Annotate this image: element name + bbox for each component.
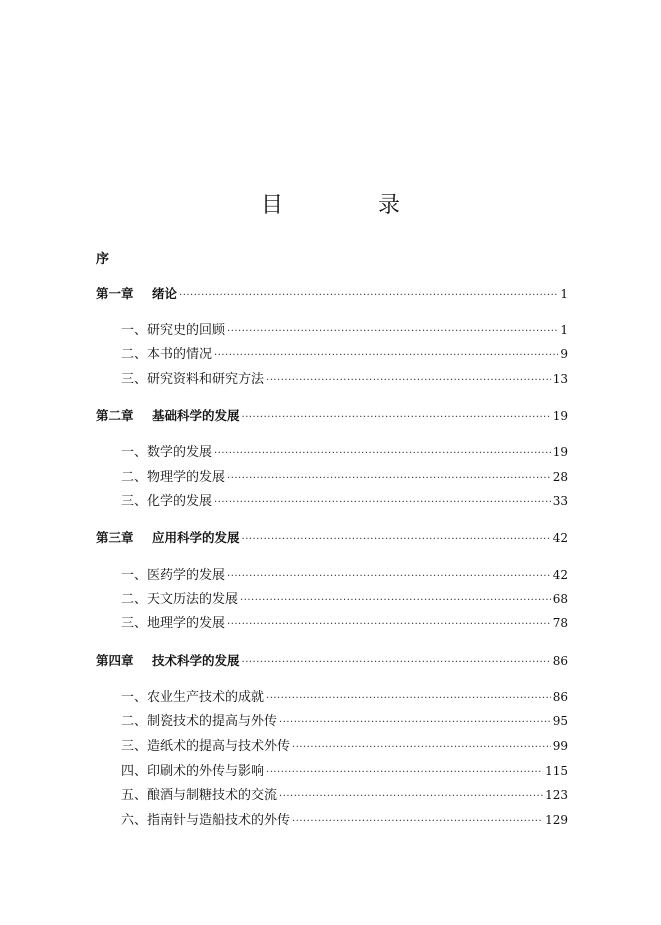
page-number: 13 <box>552 372 568 386</box>
dot-leader <box>240 592 551 610</box>
section-title: 六、指南针与造船技术的外传 <box>121 813 291 828</box>
toc-section[interactable] <box>121 370 568 388</box>
page-number: 115 <box>545 764 568 778</box>
section-title: 三、造纸术的提高与技术外传 <box>121 739 291 754</box>
chapter-title: 绪论 <box>152 286 178 301</box>
dot-leader <box>214 445 551 463</box>
dot-leader <box>179 287 558 305</box>
dot-leader <box>279 714 551 732</box>
dot-leader <box>242 409 551 427</box>
section-title: 五、酿酒与制糖技术的交流 <box>121 788 278 803</box>
page-number: 99 <box>552 739 568 753</box>
dot-leader <box>227 323 558 341</box>
dot-leader <box>266 764 543 782</box>
section-title: 二、制瓷技术的提高与外传 <box>121 714 278 729</box>
toc-section[interactable] <box>121 321 568 339</box>
section-title: 三、研究资料和研究方法 <box>121 372 265 387</box>
dot-leader <box>227 568 551 586</box>
dot-leader <box>242 531 551 549</box>
toc-section[interactable] <box>121 688 568 706</box>
toc-section[interactable] <box>121 492 568 510</box>
dot-leader <box>279 788 543 806</box>
preface-entry[interactable]: 序 <box>96 252 110 267</box>
page-number: 28 <box>552 470 568 484</box>
toc-section[interactable] <box>121 345 568 363</box>
dot-leader <box>227 616 551 634</box>
dot-leader <box>227 470 551 488</box>
toc-section[interactable] <box>121 762 568 780</box>
dot-leader <box>292 813 543 831</box>
toc-chapter-4[interactable] <box>96 652 568 670</box>
page-number: 9 <box>560 347 568 361</box>
section-title: 二、天文历法的发展 <box>121 592 239 607</box>
section-title: 二、本书的情况 <box>121 347 213 362</box>
dot-leader <box>266 372 551 390</box>
section-title: 一、农业生产技术的成就 <box>121 690 265 705</box>
page-number: 42 <box>552 568 568 582</box>
section-title: 一、研究史的回顾 <box>121 323 226 338</box>
toc-section[interactable] <box>121 443 568 461</box>
dot-leader <box>266 690 551 708</box>
page-number: 19 <box>552 409 568 423</box>
chapter-number: 第一章 <box>96 286 134 301</box>
toc-section[interactable] <box>121 737 568 755</box>
toc-section[interactable] <box>121 566 568 584</box>
dot-leader <box>214 347 558 365</box>
section-title: 三、地理学的发展 <box>121 616 226 631</box>
section-title: 四、印刷术的外传与影响 <box>121 764 265 779</box>
section-title: 三、化学的发展 <box>121 494 213 509</box>
chapter-title: 技术科学的发展 <box>152 653 240 668</box>
page-number: 95 <box>552 714 568 728</box>
section-title: 一、数学的发展 <box>121 445 213 460</box>
page-title: 目 录 <box>261 193 444 218</box>
toc-section[interactable] <box>121 712 568 730</box>
page-number: 19 <box>552 445 568 459</box>
dot-leader <box>292 739 551 757</box>
page-number: 86 <box>552 690 568 704</box>
toc-chapter-1[interactable] <box>96 285 568 303</box>
toc-section[interactable] <box>121 468 568 486</box>
page-number: 1 <box>560 287 568 301</box>
page-number: 1 <box>560 323 568 337</box>
chapter-title: 基础科学的发展 <box>152 408 240 423</box>
chapter-title: 应用科学的发展 <box>152 530 240 545</box>
toc-section[interactable] <box>121 786 568 804</box>
page-number: 68 <box>552 592 568 606</box>
toc-chapter-2[interactable] <box>96 407 568 425</box>
toc-section[interactable] <box>121 811 568 829</box>
page-number: 42 <box>552 531 568 545</box>
section-title: 一、医药学的发展 <box>121 568 226 583</box>
page-number: 33 <box>552 494 568 508</box>
page-number: 123 <box>545 788 568 802</box>
toc-section[interactable] <box>121 590 568 608</box>
chapter-number: 第二章 <box>96 408 134 423</box>
toc-section[interactable] <box>121 614 568 632</box>
dot-leader <box>214 494 551 512</box>
toc-chapter-3[interactable] <box>96 529 568 547</box>
section-title: 二、物理学的发展 <box>121 470 226 485</box>
page-number: 78 <box>552 616 568 630</box>
page-number: 86 <box>552 654 568 668</box>
page-number: 129 <box>545 813 568 827</box>
chapter-number: 第三章 <box>96 530 134 545</box>
chapter-number: 第四章 <box>96 653 134 668</box>
dot-leader <box>242 654 551 672</box>
